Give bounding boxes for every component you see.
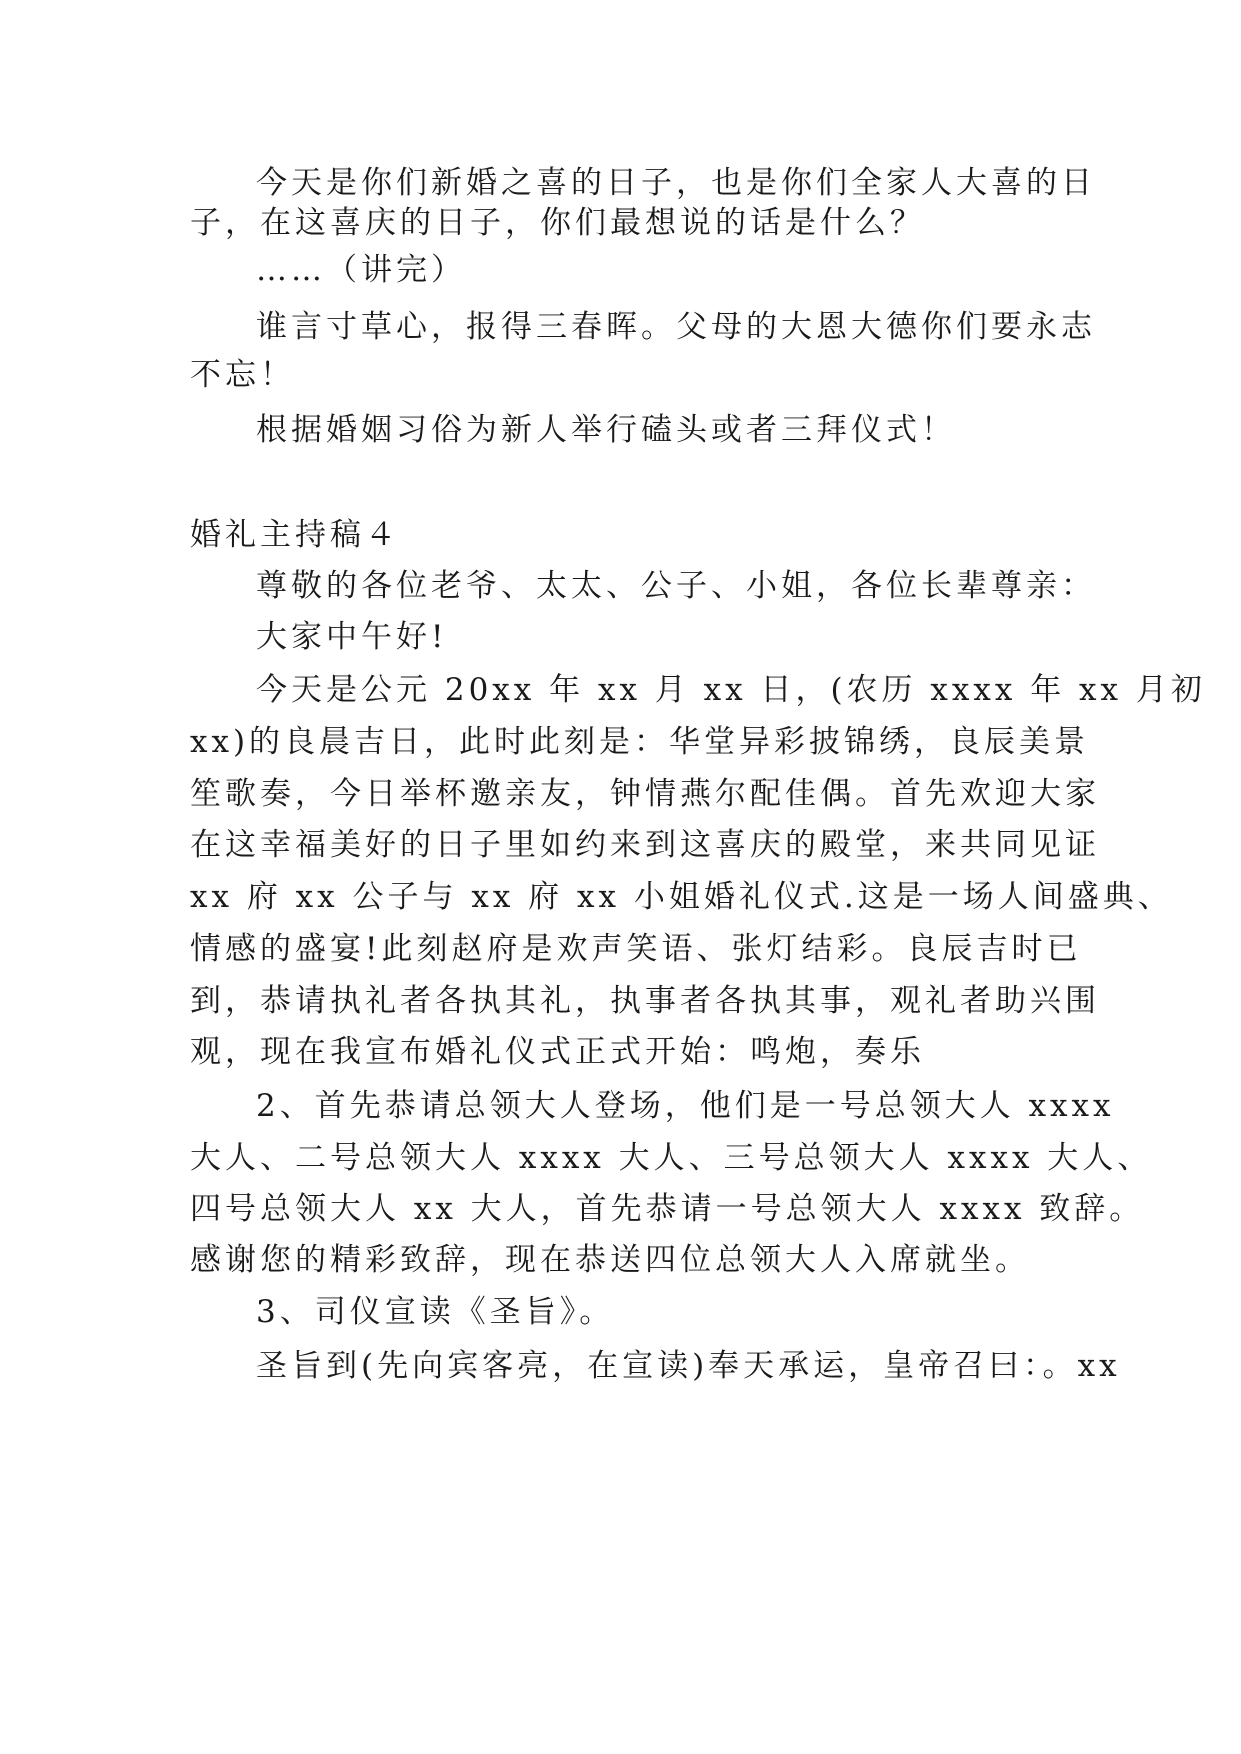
paragraph-line: 今天是你们新婚之喜的日子，也是你们全家人大喜的日 [256, 165, 1096, 201]
paragraph-line: xx)的良晨吉日，此时此刻是：华堂异彩披锦绣，良辰美景 [190, 724, 1090, 760]
paragraph-line: 今天是公元 20xx 年 xx 月 xx 日，(农历 xxxx 年 xx 月初 [256, 672, 1206, 708]
paragraph-line: 观，现在我宣布婚礼仪式正式开始：鸣炮，奏乐 [190, 1034, 925, 1070]
paragraph-line: ……（讲完） [256, 252, 466, 288]
paragraph-line: 2、首先恭请总领大人登场，他们是一号总领大人 xxxx [256, 1088, 1115, 1124]
paragraph-line: 根据婚姻习俗为新人举行磕头或者三拜仪式！ [256, 412, 956, 448]
paragraph-line: 四号总领大人 xx 大人，首先恭请一号总领大人 xxxx 致辞。 [190, 1191, 1145, 1227]
paragraph-line: 圣旨到(先向宾客亮，在宣读)奉天承运，皇帝召曰：。xx [256, 1348, 1121, 1384]
paragraph-line: 不忘！ [190, 357, 295, 393]
paragraph-line: 到，恭请执礼者各执其礼，执事者各执其事，观礼者助兴围 [190, 983, 1100, 1019]
paragraph-line: 感谢您的精彩致辞，现在恭送四位总领大人入席就坐。 [190, 1242, 1030, 1278]
paragraph-line: 尊敬的各位老爷、太太、公子、小姐，各位长辈尊亲： [256, 568, 1096, 604]
section-heading: 婚礼主持稿４ [190, 517, 400, 553]
paragraph-line: 笙歌奏，今日举杯邀亲友，钟情燕尔配佳偶。首先欢迎大家 [190, 776, 1100, 812]
paragraph-line: 大家中午好! [256, 619, 448, 655]
paragraph-line: 谁言寸草心，报得三春晖。父母的大恩大德你们要永志 [256, 309, 1096, 345]
paragraph-line: 3、司仪宣读《圣旨》。 [256, 1294, 615, 1330]
paragraph-line: xx 府 xx 公子与 xx 府 xx 小姐婚礼仪式.这是一场人间盛典、 [190, 879, 1173, 915]
paragraph-line: 大人、二号总领大人 xxxx 大人、三号总领大人 xxxx 大人、 [190, 1140, 1153, 1176]
paragraph-line: 情感的盛宴!此刻赵府是欢声笑语、张灯结彩。良辰吉时已 [190, 931, 1082, 967]
paragraph-line: 在这幸福美好的日子里如约来到这喜庆的殿堂，来共同见证 [190, 827, 1100, 863]
paragraph-line: 子，在这喜庆的日子，你们最想说的话是什么？ [190, 205, 925, 241]
